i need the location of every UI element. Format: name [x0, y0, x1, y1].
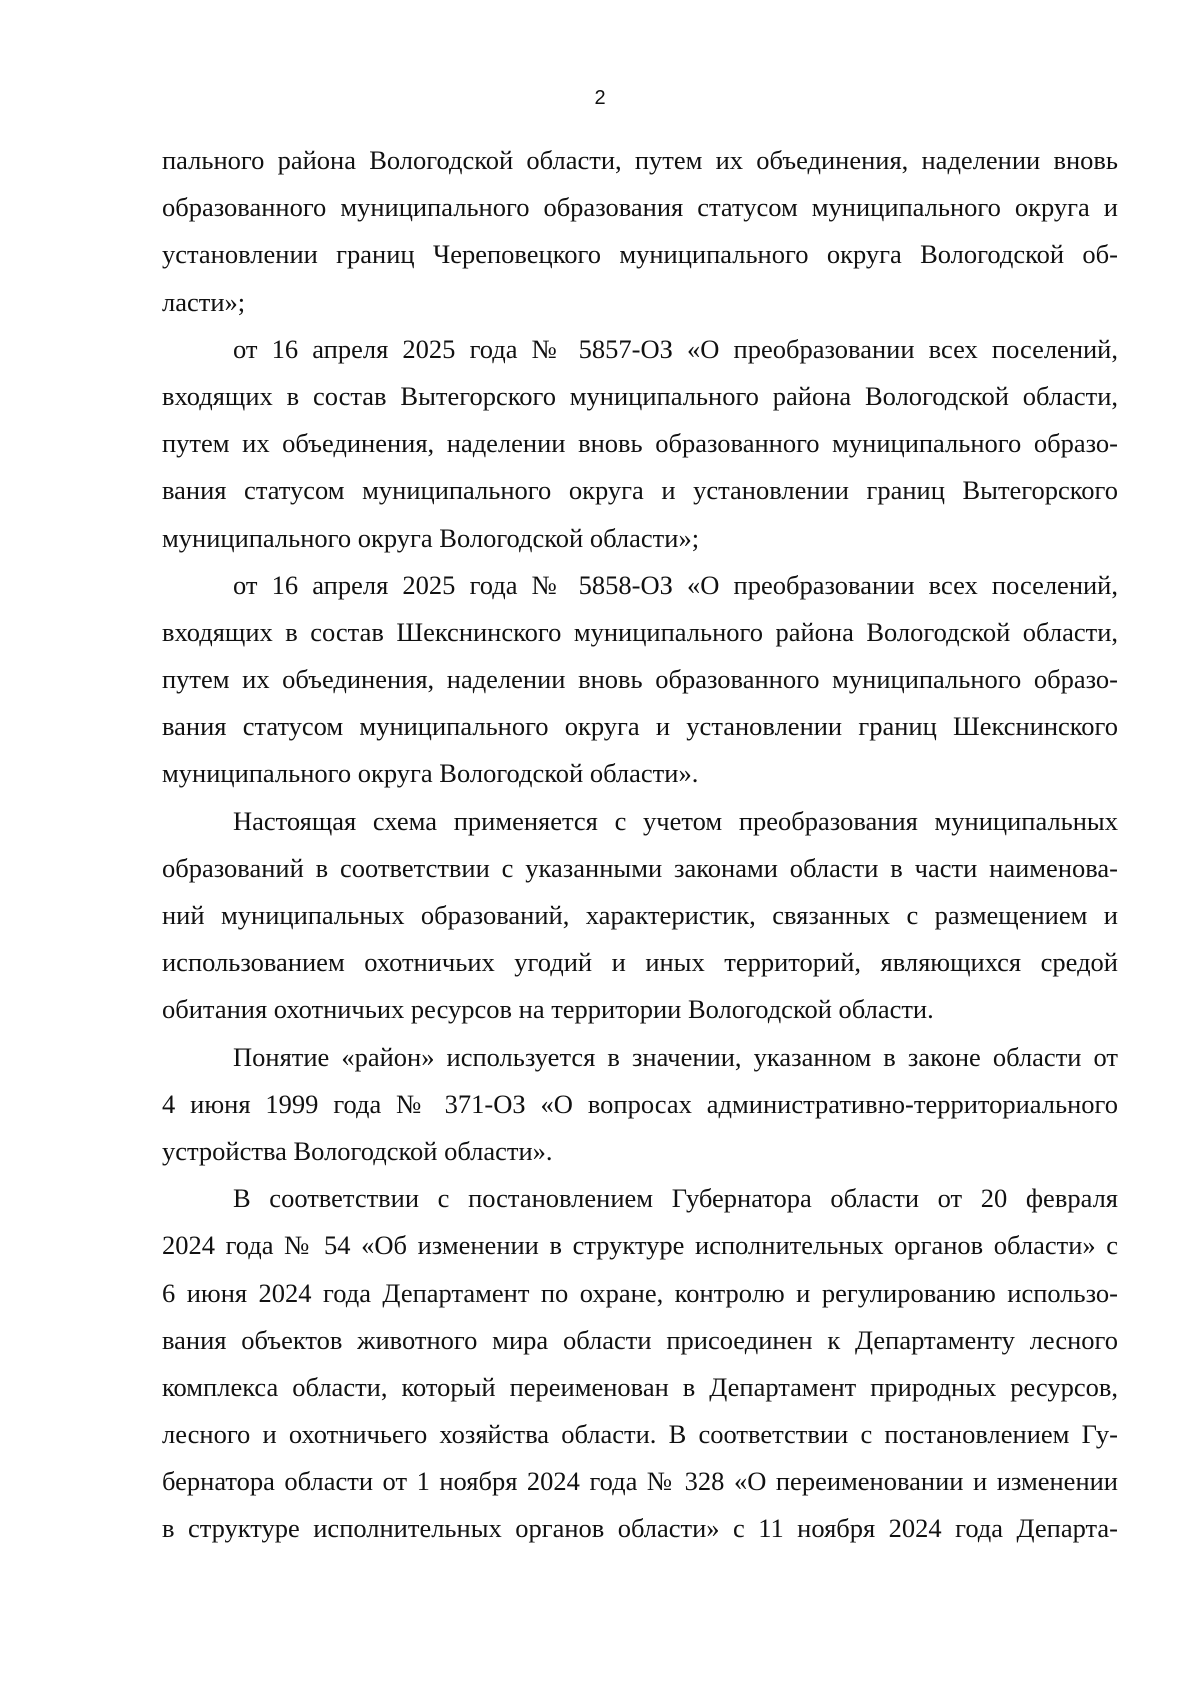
text-line: от 16 апреля 2025 года № 5857-ОЗ «О преобразовании всех поселений,	[233, 333, 1118, 364]
text-line: образований в соответствии с указанными законами области в части наименова-	[162, 852, 1118, 883]
text-line: пального района Вологодской области, путем их объединения, наделении вновь	[162, 145, 1118, 175]
text-line: установлении границ Череповецкого муниципального округа Вологодской об-	[162, 239, 1118, 270]
text-line: путем их объединения, наделении вновь образованного муниципального образо-	[162, 664, 1118, 695]
body-text	[162, 137, 1118, 1553]
text-line: ний муниципальных образований, характеристик, связанных с размещением и	[162, 900, 1118, 930]
text-line: лесного и охотничьего хозяйства области. В соответствии с постановлением Гу-	[162, 1419, 1118, 1450]
text-line: комплекса области, который переименован в Департамент природных ресурсов,	[162, 1371, 1118, 1402]
text-line: 2024 года № 54 «Об изменении в структуре исполнительных органов области» с	[162, 1230, 1118, 1261]
text-line: обитания охотничьих ресурсов на территории Вологодской области.	[162, 994, 934, 1025]
text-line: вания статусом муниципального округа и установлении границ Вытегорского	[162, 475, 1118, 506]
text-line: входящих в состав Вытегорского муниципального района Вологодской области,	[162, 380, 1118, 411]
text-line: Настоящая схема применяется с учетом преобразования муниципальных	[233, 805, 1118, 836]
text-line: путем их объединения, наделении вновь образованного муниципального образо-	[162, 428, 1118, 459]
text-line: использованием охотничьих угодий и иных территорий, являющихся средой	[162, 947, 1118, 978]
text-line: ласти»;	[162, 286, 246, 317]
text-line: устройства Вологодской области».	[162, 1135, 553, 1166]
text-line: в структуре исполнительных органов области» с 11 ноября 2024 года Департа-	[162, 1513, 1118, 1544]
page-number: 2	[594, 87, 606, 109]
text-line: муниципального округа Вологодской области»;	[162, 522, 700, 553]
text-line: Понятие «район» используется в значении, указанном в законе области от	[233, 1041, 1118, 1072]
text-line: 4 июня 1999 года № 371-ОЗ «О вопросах административно-территориального	[162, 1088, 1118, 1119]
text-line: В соответствии с постановлением Губернатора области от 20 февраля	[233, 1183, 1118, 1214]
text-line: бернатора области от 1 ноября 2024 года № 328 «О переименовании и изменении	[162, 1466, 1118, 1497]
text-line: от 16 апреля 2025 года № 5858-ОЗ «О преобразовании всех поселений,	[233, 569, 1118, 600]
text-line: вания статусом муниципального округа и установлении границ Шекснинского	[162, 711, 1118, 742]
text-line: образованного муниципального образования статусом муниципального округа и	[162, 192, 1118, 223]
text-line: 6 июня 2024 года Департамент по охране, контролю и регулированию использо-	[162, 1277, 1118, 1308]
text-line: входящих в состав Шекснинского муниципального района Вологодской области,	[162, 616, 1118, 647]
text-line: муниципального округа Вологодской области».	[162, 758, 699, 789]
text-line: вания объектов животного мира области присоединен к Департаменту лесного	[162, 1324, 1118, 1355]
